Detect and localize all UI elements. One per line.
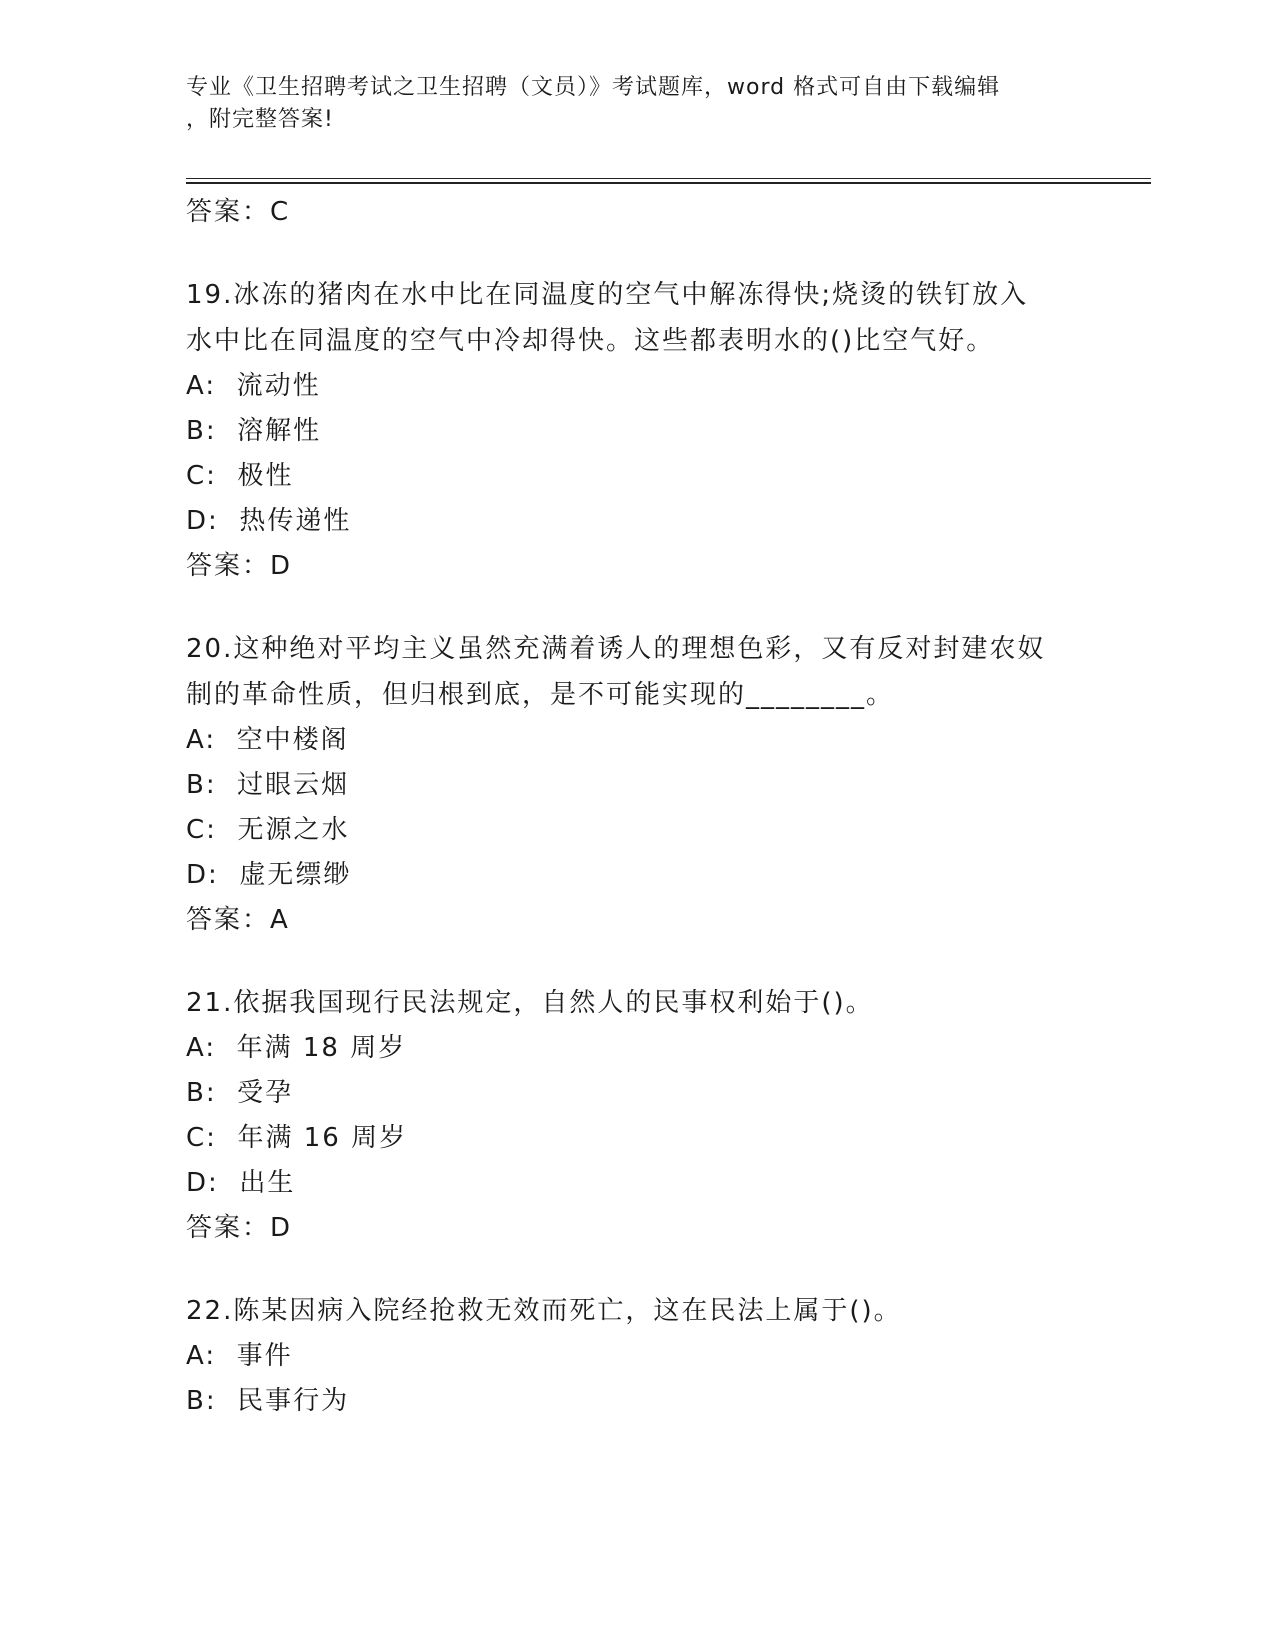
question-stem (186, 980, 1086, 1026)
option-b: B: 过眼云烟 (186, 770, 350, 800)
option-a: A: 流动性 (186, 371, 321, 401)
option-a: A: 年满 18 周岁 (186, 1033, 407, 1063)
answer-label: 答案： (186, 197, 271, 227)
question-answer: 答案：D (186, 1213, 291, 1243)
option-c: C: 年满 16 周岁 (186, 1123, 408, 1153)
document-header (186, 72, 1066, 136)
header-divider-thick (186, 182, 1151, 184)
option-b: B: 民事行为 (186, 1386, 350, 1416)
option-c: C: 极性 (186, 461, 294, 491)
stem-line: 22.陈某因病入院经抢救无效而死亡，这在民法上属于()。 (186, 1296, 902, 1326)
question-21 (186, 980, 1086, 1250)
option-d: D: 热传递性 (186, 506, 352, 536)
question-answer: 答案：D (186, 551, 291, 581)
question-stem (186, 626, 1086, 718)
question-list (186, 190, 1086, 1424)
question-22 (186, 1288, 1086, 1424)
header-line-1: 专业《卫生招聘考试之卫生招聘（文员）》考试题库，word 格式可自由下载编辑 (186, 75, 1001, 100)
option-d: D: 虚无缥缈 (186, 860, 352, 890)
question-19 (186, 272, 1086, 588)
answer-value: C (270, 197, 289, 227)
header-divider-thin (186, 178, 1151, 179)
question-stem (186, 1288, 1086, 1334)
header-line-2: ，附完整答案! (186, 107, 334, 132)
stem-line: 20.这种绝对平均主义虽然充满着诱人的理想色彩，又有反对封建农奴 (186, 634, 1046, 664)
stem-line: 水中比在同温度的空气中冷却得快。这些都表明水的()比空气好。 (186, 326, 995, 356)
stem-line: 21.依据我国现行民法规定，自然人的民事权利始于()。 (186, 988, 874, 1018)
option-b: B: 受孕 (186, 1078, 294, 1108)
question-20 (186, 626, 1086, 942)
option-a: A: 空中楼阁 (186, 725, 349, 755)
question-answer: 答案：A (186, 905, 288, 935)
question-stem (186, 272, 1086, 364)
option-b: B: 溶解性 (186, 416, 322, 446)
stem-line: 制的革命性质，但归根到底，是不可能实现的________。 (186, 680, 895, 710)
option-c: C: 无源之水 (186, 815, 350, 845)
previous-answer (186, 190, 1086, 234)
option-a: A: 事件 (186, 1341, 293, 1371)
stem-line: 19.冰冻的猪肉在水中比在同温度的空气中解冻得快;烧烫的铁钉放入 (186, 280, 1029, 310)
option-d: D: 出生 (186, 1168, 296, 1198)
